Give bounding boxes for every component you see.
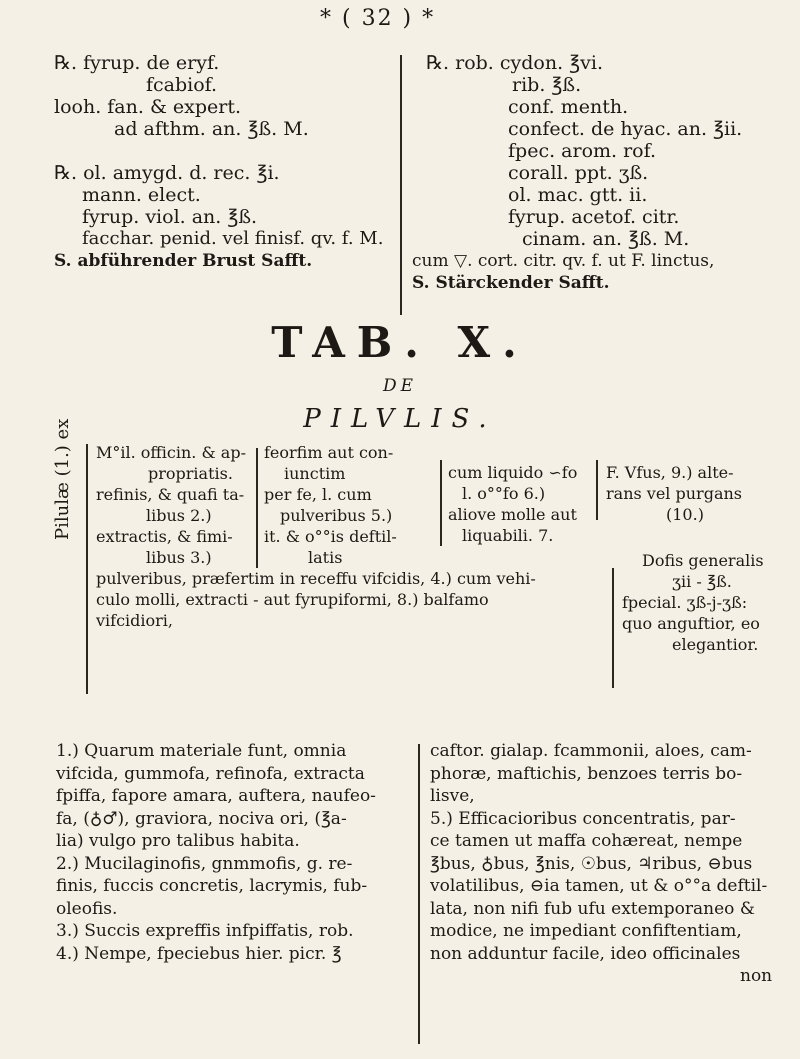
brace [612, 568, 614, 688]
table-line: fpecial. ʒß-j-ʒß: [622, 593, 748, 612]
rx-line: fpec. arom. rof. [508, 140, 657, 162]
table-block-2 [264, 442, 397, 568]
note-line: 5.) Efficacioribus concentratis, par- [430, 808, 736, 829]
table-line: pulveribus, præfertim in receffu vifcidis, 4.) cum vehi- [96, 569, 536, 588]
table-line: ʒii - ℥ß. [672, 572, 732, 591]
title-de: DE [382, 376, 418, 396]
note-line: non adduntur facile, ideo officinales [430, 943, 741, 964]
table-line: propriatis. [148, 464, 233, 483]
table-bottom-lines [96, 568, 536, 631]
notes-divider [418, 744, 420, 1044]
brace [256, 448, 258, 568]
rx-line: ol. mac. gtt. ii. [508, 184, 648, 206]
table-block-3 [448, 462, 577, 546]
table-line: per fe, l. cum [264, 485, 372, 504]
table-line: culo molli, extracti - aut fyrupiformi, 8.) balfamo [96, 590, 489, 609]
note-line: fa, (♁♂), graviora, nociva ori, (℥a- [56, 808, 347, 829]
note-line: 1.) Quarum materiale funt, omnia [56, 741, 347, 761]
table-line: elegantior. [672, 635, 759, 654]
rx-line: ℞. fyrup. de eryf. [54, 52, 220, 74]
note-line: ce tamen ut maffa cohæreat, nempe [430, 831, 743, 851]
table-line: l. o°°fo 6.) [462, 484, 546, 503]
table-line: aliove molle aut [448, 505, 577, 524]
rx-line: fyrup. viol. an. ℥ß. [82, 206, 258, 228]
table-line: feorfim aut con- [264, 443, 394, 462]
outer-brace [86, 444, 88, 694]
note-line: 2.) Mucilaginofis, gnmmofis, g. re- [56, 853, 353, 874]
table-line: it. & o°°is deftil- [264, 527, 397, 546]
rx-line: fyrup. acetof. citr. [508, 206, 680, 228]
rx-line: conf. menth. [508, 96, 629, 118]
table-line: rans vel purgans [606, 484, 742, 503]
notes-right-column [430, 740, 772, 988]
note-line: caftor. gialap. fcammonii, aloes, cam- [430, 741, 752, 761]
dosis-block [622, 550, 764, 655]
page-header: * ( 32 ) * [320, 6, 436, 31]
table-line: M°il. officin. & ap- [96, 443, 246, 462]
column-divider [400, 55, 402, 315]
note-line: volatilibus, ⊖ia tamen, ut & o°°a deftil- [430, 876, 768, 896]
rx-line: cinam. an. ℥ß. M. [522, 228, 690, 250]
rx-line: mann. elect. [82, 184, 201, 206]
rx-line [54, 140, 394, 162]
table-line: libus 3.) [146, 548, 212, 567]
note-line: lata, non nifi fub ufu extemporaneo & [430, 898, 755, 919]
note-line: lia) vulgo pro talibus habita. [56, 831, 300, 851]
note-line: 4.) Nempe, fpeciebus hier. picr. ℥ [56, 943, 342, 964]
table-line: refinis, & quafi ta- [96, 485, 245, 504]
table-line: libus 2.) [146, 506, 212, 525]
rx-line: fcabiof. [146, 74, 218, 96]
rx-line: ℞. rob. cydon. ℥vi. [426, 52, 603, 74]
note-line: finis, fuccis concretis, lacrymis, fub- [56, 876, 368, 896]
table-line: (10.) [666, 505, 704, 524]
note-line: phoræ, maftichis, benzoes terris bo- [430, 763, 743, 784]
note-line: fpiffa, fapore amara, auftera, naufeo- [56, 786, 376, 806]
rx-line: rib. ℥ß. [512, 74, 582, 96]
table-line: pulveribus 5.) [280, 506, 393, 525]
table-line: liquabili. 7. [462, 526, 554, 545]
table-line: F. Vfus, 9.) alte- [606, 463, 734, 482]
table-side-label: Pilulæ (1.) ex [52, 418, 73, 540]
table-line: quo anguftior, eo [622, 614, 760, 633]
notes-left-column [56, 740, 376, 965]
rx-line: ad afthm. an. ℥ß. M. [114, 118, 309, 140]
signatura-line: S. Stärckender Safft. [412, 273, 610, 293]
note-line: modice, ne impediant confiftentiam, [430, 921, 742, 941]
brace [596, 460, 598, 520]
title-subject: PILVLIS. [303, 404, 497, 434]
rx-line: confect. de hyac. an. ℥ii. [508, 118, 743, 140]
catchword: non [740, 966, 773, 986]
note-line: lisve, [430, 786, 475, 806]
table-line: extractis, & fimi- [96, 527, 233, 546]
table-line: iunctim [284, 464, 346, 483]
table-line: vifcidiori, [96, 611, 173, 630]
rx-line: looh. fan. & expert. [54, 96, 242, 118]
note-line: 3.) Succis expreffis infpiffatis, rob. [56, 921, 354, 941]
note-line: vifcida, gummofa, refinofa, extracta [56, 763, 365, 784]
left-prescription-column [54, 52, 394, 272]
table-line: cum liquido ∽fo [448, 463, 578, 482]
note-line: oleofis. [56, 898, 118, 919]
rx-line: ℞. ol. amygd. d. rec. ℥i. [54, 162, 280, 184]
note-line: ℥bus, ♁bus, ℥nis, ☉bus, ♃ribus, ⊖bus [430, 853, 753, 874]
table-block-4 [606, 462, 742, 525]
rx-line: cum ▽. cort. citr. qv. f. ut F. linctus, [412, 251, 715, 271]
table-line: Dofis generalis [642, 551, 764, 570]
table-block-1 [96, 442, 246, 568]
rx-line: facchar. penid. vel finisf. qv. f. M. [82, 228, 384, 249]
table-title: TAB. X. [271, 318, 529, 367]
signatura-line: S. abführender Brust Safft. [54, 251, 313, 271]
table-line: latis [308, 548, 343, 567]
brace [440, 460, 442, 546]
rx-line: corall. ppt. ʒß. [508, 162, 649, 184]
right-prescription-column [412, 52, 792, 294]
